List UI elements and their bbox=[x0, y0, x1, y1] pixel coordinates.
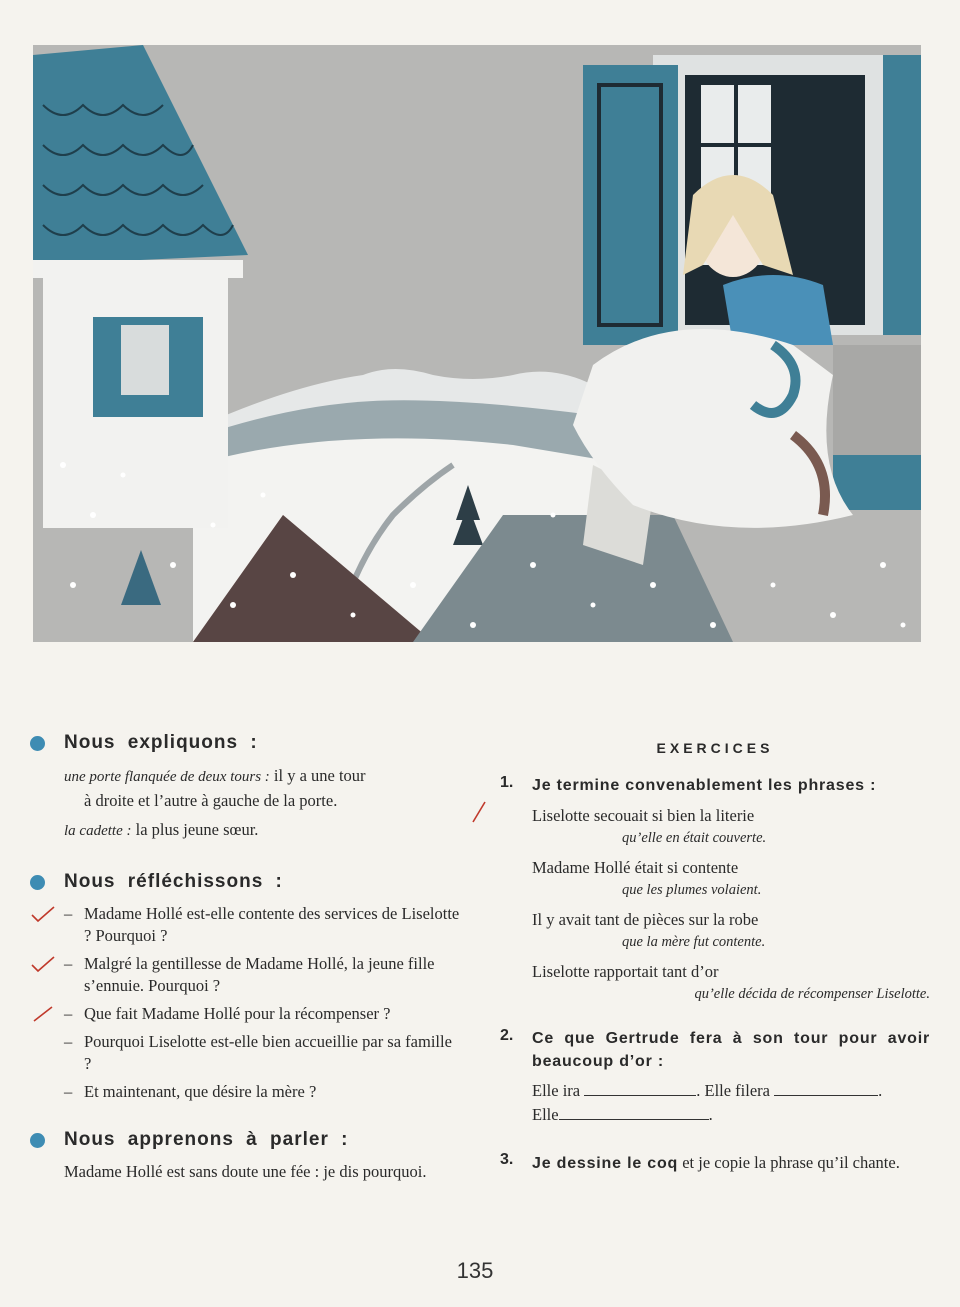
question-item: – Pourquoi Liselotte est-elle bien accueillie par sa famille ? bbox=[64, 1032, 452, 1073]
sentence-pair bbox=[532, 961, 930, 1005]
fill-text: . Elle filera bbox=[696, 1081, 770, 1100]
section-nous-expliquons bbox=[30, 732, 460, 754]
exercise-1 bbox=[500, 774, 930, 1005]
question-item: – Et maintenant, que désire la mère ? bbox=[64, 1082, 317, 1101]
sentence-pair bbox=[532, 909, 930, 953]
question-item: – Que fait Madame Hollé pour la récompenser ? bbox=[64, 1003, 460, 1025]
exercise-3 bbox=[500, 1151, 930, 1175]
exercise-title-bold: Je dessine le coq bbox=[532, 1155, 679, 1172]
answer-blank[interactable] bbox=[774, 1081, 878, 1096]
right-column bbox=[500, 740, 930, 1189]
section-nous-reflechissons bbox=[30, 871, 460, 893]
exercise-title: Je termine convenablement les phrases : bbox=[532, 777, 877, 794]
question-text: Et maintenant, que désire la mère ? bbox=[84, 1082, 317, 1101]
sentence-end: qu’elle décida de récompenser Liselotte. bbox=[694, 986, 930, 1002]
exercise-number: 2. bbox=[500, 1027, 514, 1044]
fill-text: . bbox=[708, 1105, 713, 1124]
fill-text: Elle ira bbox=[532, 1081, 581, 1100]
sentence-end: que la mère fut contente. bbox=[622, 934, 766, 950]
exercise-title: Ce que Gertrude fera à son tour pour avoir beaucoup d’or : bbox=[532, 1030, 930, 1070]
sentence-end: qu’elle en était couverte. bbox=[622, 830, 767, 846]
question-item: – Madame Hollé est-elle contente des services de Liselotte ? Pourquoi ? bbox=[64, 903, 460, 947]
sentence-start: Liselotte rapportait tant d’or bbox=[532, 962, 719, 981]
question-text: Pourquoi Liselotte est-elle bien accueillie par sa famille ? bbox=[84, 1032, 452, 1073]
definition-text: la plus jeune sœur. bbox=[131, 820, 259, 839]
exercises-heading: EXERCICES bbox=[656, 740, 774, 756]
definition-term: une porte flanquée de deux tours : bbox=[64, 769, 270, 785]
question-text: Malgré la gentillesse de Madame Hollé, la jeune fille s’ennuie. Pourquoi ? bbox=[84, 954, 435, 995]
page-number: 135 bbox=[456, 1258, 494, 1283]
definition-continuation: à droite et l’autre à gauche de la porte. bbox=[84, 791, 338, 810]
sentence-start: Liselotte secouait si bien la literie bbox=[532, 806, 755, 825]
speaking-prompt: Madame Hollé est sans doute une fée : je dis pourquoi. bbox=[64, 1162, 427, 1181]
fill-text: Elle bbox=[532, 1105, 559, 1124]
sentence-pair bbox=[532, 857, 930, 901]
exercise-title-rest: et je copie la phrase qu’il chante. bbox=[678, 1153, 900, 1172]
red-tick-icon bbox=[30, 955, 56, 973]
left-column bbox=[30, 732, 460, 1183]
question-text: Que fait Madame Hollé pour la récompenser ? bbox=[84, 1004, 391, 1023]
section-title: Nous apprenons à parler : bbox=[64, 1129, 349, 1150]
red-tick-icon bbox=[470, 800, 488, 824]
fill-text: . bbox=[878, 1081, 883, 1100]
fill-line bbox=[532, 1079, 930, 1103]
bullet-icon bbox=[30, 736, 45, 751]
sentence-pair bbox=[532, 805, 930, 849]
sentence-end: que les plumes volaient. bbox=[622, 882, 762, 898]
answer-blank[interactable] bbox=[559, 1105, 709, 1120]
bullet-icon bbox=[30, 1133, 45, 1148]
definition-item bbox=[64, 818, 460, 843]
answer-blank[interactable] bbox=[584, 1081, 696, 1096]
fill-line bbox=[532, 1103, 930, 1127]
question-item: – Malgré la gentillesse de Madame Hollé, la jeune fille s’ennuie. Pourquoi ? bbox=[64, 953, 460, 997]
sentence-start: Madame Hollé était si contente bbox=[532, 858, 739, 877]
definition-item bbox=[64, 764, 460, 812]
section-title: Nous expliquons : bbox=[64, 732, 258, 753]
red-tick-icon bbox=[30, 905, 56, 923]
exercise-2 bbox=[500, 1027, 930, 1127]
section-nous-apprenons bbox=[30, 1129, 460, 1151]
definition-term: la cadette : bbox=[64, 823, 132, 839]
exercise-title bbox=[532, 1151, 930, 1175]
red-tick-icon bbox=[30, 1005, 56, 1023]
exercise-number: 1. bbox=[500, 774, 514, 791]
definition-text: il y a une tour bbox=[269, 766, 366, 785]
story-illustration bbox=[33, 45, 921, 642]
bullet-icon bbox=[30, 875, 45, 890]
exercise-number: 3. bbox=[500, 1151, 514, 1168]
illustration-drawing bbox=[33, 45, 921, 642]
sentence-start: Il y avait tant de pièces sur la robe bbox=[532, 910, 759, 929]
question-list bbox=[64, 903, 460, 1103]
section-title: Nous réfléchissons : bbox=[64, 871, 283, 892]
question-text: Madame Hollé est-elle contente des services de Liselotte ? Pourquoi ? bbox=[84, 904, 460, 945]
